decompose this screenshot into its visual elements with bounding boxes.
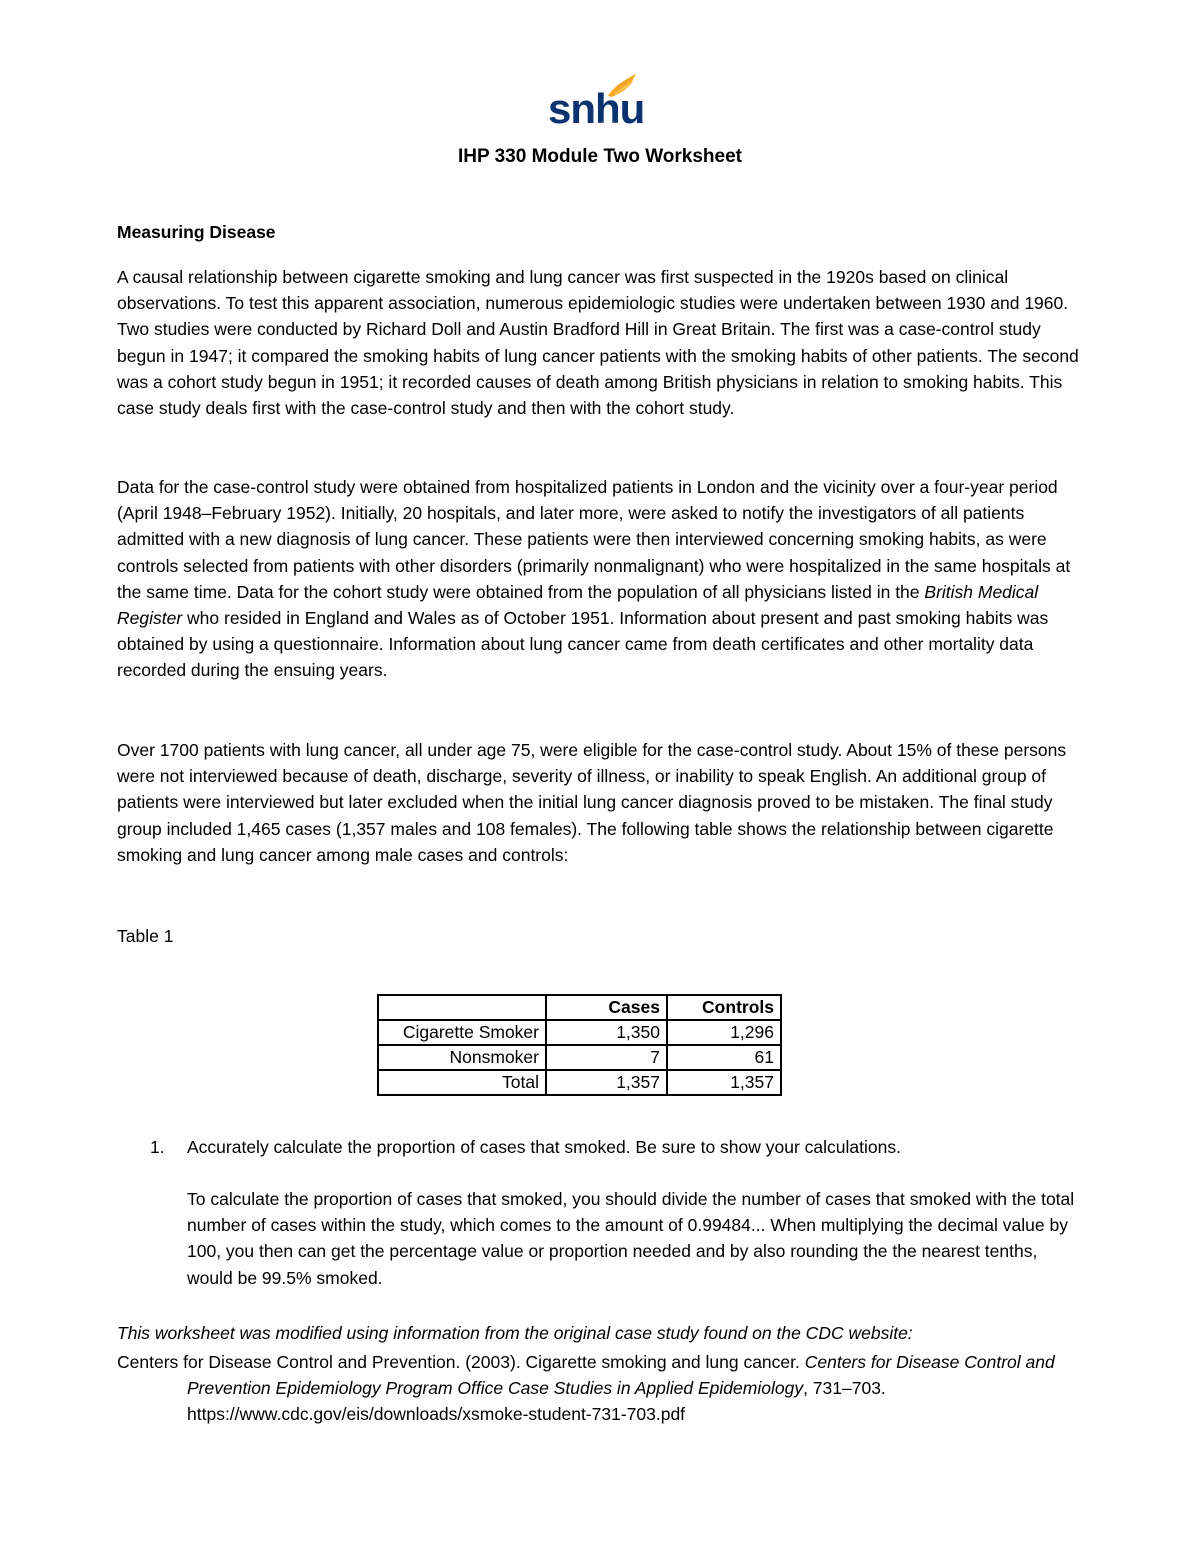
table-cell: 1,357 xyxy=(667,1070,781,1095)
question-number: 1. xyxy=(150,1137,165,1157)
section-heading: Measuring Disease xyxy=(117,222,276,242)
table-cell: 7 xyxy=(546,1045,667,1070)
table-cell: Total xyxy=(378,1070,546,1095)
citation-pages: , 731–703. xyxy=(803,1378,886,1399)
paragraph-intro: A causal relationship between cigarette smoking and lung cancer was first suspected in the 1920s based on clinical observations. To test this apparent association, numerous epidemiologic studies were undertaken between 1930 and 1960. Two studies were conducted by Richard Doll and Austin Bradford Hill in Great Britain. The first was a case-control study begun in 1947; it compared the smoking habits of lung cancer patients with the smoking habits of other patients. The second was a cohort study begun in 1951; it recorded causes of death among British physicians in relation to smoking habits. This case study deals first with the case-control study and then with the cohort study. xyxy=(117,267,1079,419)
table-cell: 1,357 xyxy=(546,1070,667,1095)
question-text: Accurately calculate the proportion of cases that smoked. Be sure to show your calculations. xyxy=(187,1137,901,1157)
table-row xyxy=(378,1070,781,1095)
table-header-row xyxy=(378,995,781,1020)
table-cell: Nonsmoker xyxy=(378,1045,546,1070)
table-header-cell xyxy=(378,995,546,1020)
paragraph-data-sources xyxy=(117,474,1092,684)
table-row xyxy=(378,1045,781,1070)
citation-source-title: Centers for Disease Control and Prevention Epidemiology Program Office Case Studies in Applied Epidemiology xyxy=(187,1352,1055,1399)
citation-text: Centers for Disease Control and Prevention. (2003). Cigarette smoking and lung cancer. xyxy=(117,1352,805,1372)
source-note: This worksheet was modified using information from the original case study found on the CDC website: xyxy=(117,1323,913,1343)
table-header-cell: Cases xyxy=(546,995,667,1020)
table-cell: Cigarette Smoker xyxy=(378,1020,546,1045)
register-name: British Medical Register xyxy=(117,581,1039,629)
paragraph-text: Data for the case-control study were obtained from hospitalized patients in London and the vicinity over a four-year period (April 1948–February 1952). Initially, 20 hospitals, and later more, were asked to notify the investigators of all patients admitted with a new diagnosis of lung cancer. These patients were then interviewed concerning smoking habits, as were controls selected from patients with other disorders (primarily nonmalignant) who were hospitalized in the same hospitals at the same time. Data for the cohort study were obtained from the population of all physicians listed in the xyxy=(117,477,1071,602)
table-cell: 1,350 xyxy=(546,1020,667,1045)
table-header-cell: Controls xyxy=(667,995,781,1020)
paragraph-text: who resided in England and Wales as of October 1951. Information about present and past smoking habits was obtained by using a questionnaire. Information about lung cancer came from death certificates and other mortality data recorded during the ensuing years. xyxy=(117,608,1049,681)
data-table xyxy=(377,994,782,1096)
paragraph-study-group: Over 1700 patients with lung cancer, all under age 75, were eligible for the case-control study. About 15% of these persons were not interviewed because of death, discharge, severity of illness, or inability to speak English. An additional group of patients were interviewed but later excluded when the initial lung cancer diagnosis proved to be mistaken. The final study group included 1,465 cases (1,357 males and 108 females). The following table shows the relationship between cigarette smoking and lung cancer among male cases and controls: xyxy=(117,740,1067,865)
table-caption: Table 1 xyxy=(117,926,174,946)
table-row xyxy=(378,1020,781,1045)
table-cell: 61 xyxy=(667,1045,781,1070)
logo-text: snhu xyxy=(548,85,645,132)
snhu-logo xyxy=(548,72,658,134)
answer-text: To calculate the proportion of cases that smoked, you should divide the number of cases that smoked with the total number of cases within the study, which comes to the amount of 0.99484... When multiplying the decimal value by 100, you then can get the percentage value or proportion needed and by also rounding the the nearest tenths, would be 99.5% smoked. xyxy=(187,1189,1075,1288)
citation-url[interactable]: https://www.cdc.gov/eis/downloads/xsmoke-student-731-703.pdf xyxy=(187,1404,686,1425)
page-title: IHP 330 Module Two Worksheet xyxy=(457,146,742,167)
table-cell: 1,296 xyxy=(667,1020,781,1045)
citation xyxy=(117,1349,1092,1428)
